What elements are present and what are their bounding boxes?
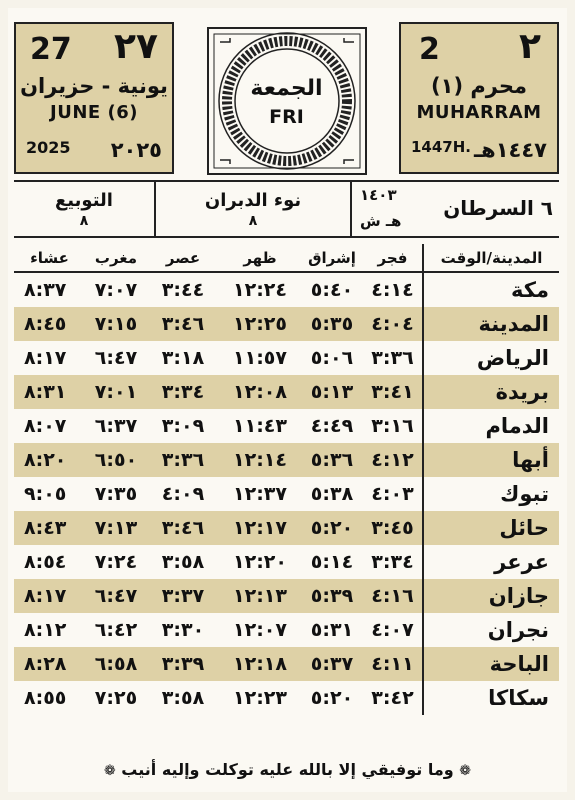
cell-city: نجران [423, 613, 559, 647]
cell-shuruq: ٥:٠٦ [310, 347, 354, 369]
cell-dhuhr: ١٢:٢٠ [233, 551, 287, 573]
header-isha: عشاء [14, 244, 85, 272]
cell-shuruq: ٥:٣٧ [301, 647, 363, 681]
gregorian-day-arabic: ٢٧ [114, 26, 158, 67]
gregorian-year-arabic: ٢٠٢٥ [110, 138, 162, 162]
header-maghrib: مغرب [85, 244, 147, 272]
table-row [14, 443, 559, 477]
cell-shuruq: ٥:٣٩ [301, 579, 363, 613]
table-row [14, 647, 559, 681]
cell-maghrib: ٦:٤٧ [85, 579, 147, 613]
hijri-month-english: MUHARRAM [416, 102, 542, 123]
table-row [14, 307, 559, 341]
table-row [14, 545, 559, 579]
gregorian-date-box [14, 22, 174, 174]
cell-shuruq: ٥:٣٦ [301, 443, 363, 477]
cell-shuruq: ٥:٣٨ [310, 483, 354, 505]
cell-shuruq: ٤:٤٩ [310, 415, 354, 437]
gregorian-years [26, 138, 162, 162]
gregorian-day-latin: 27 [30, 32, 72, 67]
cell-city: أبها [423, 443, 559, 477]
cell-city: تبوك [423, 477, 559, 511]
emblem-frame-icon [202, 22, 372, 180]
solar-year: ١٤٠٣ [360, 186, 397, 204]
cell-isha: ٨:٣٧ [24, 279, 67, 301]
cell-asr: ٣:٣٤ [147, 375, 219, 409]
header-city: المدينة/الوقت [423, 244, 559, 272]
table-row [14, 579, 559, 613]
prayer-times-table [14, 244, 559, 715]
naw-value: ٨ [248, 212, 258, 229]
cell-dhuhr: ١٢:٢٥ [219, 307, 301, 341]
ornament-right-icon: ❁ [459, 763, 472, 779]
header-shuruq: إشراق [301, 244, 363, 272]
cell-shuruq: ٥:٢٠ [301, 511, 363, 545]
table-row [14, 409, 559, 443]
cell-dhuhr: ١٢:٢٣ [233, 687, 287, 709]
cell-fajr: ٣:٤٢ [371, 687, 414, 709]
cell-asr: ٣:٣٦ [147, 443, 219, 477]
cell-fajr: ٤:٠٧ [371, 619, 414, 641]
cell-fajr: ٤:١٢ [363, 443, 423, 477]
cell-shuruq: ٥:٣١ [310, 619, 354, 641]
cell-maghrib: ٧:١٣ [85, 511, 147, 545]
cell-maghrib: ٧:٠١ [85, 375, 147, 409]
cell-fajr: ٤:٠٤ [363, 307, 423, 341]
cell-isha: ٨:١٧ [24, 347, 67, 369]
cell-asr: ٣:٤٦ [147, 511, 219, 545]
header-asr: عصر [147, 244, 219, 272]
cell-isha: ٨:٣١ [14, 375, 85, 409]
cell-shuruq: ٥:٤٠ [310, 279, 354, 301]
naw-cell [156, 182, 352, 236]
cell-isha: ٨:٢٠ [14, 443, 85, 477]
weekday-emblem [202, 22, 372, 180]
table-row [14, 272, 559, 307]
cell-maghrib: ٧:٠٧ [94, 279, 138, 301]
solar-cell [352, 182, 559, 236]
cell-dhuhr: ١٢:٠٧ [233, 619, 287, 641]
cell-isha: ٨:٤٥ [14, 307, 85, 341]
cell-city: جازان [423, 579, 559, 613]
weekday-arabic: الجمعة [250, 76, 323, 101]
cell-isha: ٨:١٧ [14, 579, 85, 613]
gregorian-year-latin: 2025 [26, 138, 71, 157]
header-fajr: فجر [363, 244, 423, 272]
cell-fajr: ٣:٣٤ [371, 551, 414, 573]
table-row [14, 613, 559, 647]
tawabi-cell [14, 182, 156, 236]
cell-maghrib: ٧:١٥ [85, 307, 147, 341]
table-header-row [14, 244, 559, 272]
cell-asr: ٤:٠٩ [161, 483, 205, 505]
cell-fajr: ٤:١١ [363, 647, 423, 681]
cell-isha: ٨:٠٧ [24, 415, 67, 437]
cell-dhuhr: ١٢:٠٨ [219, 375, 301, 409]
cell-dhuhr: ١٢:١٨ [219, 647, 301, 681]
tawabi-value: ٨ [79, 212, 89, 229]
cell-isha: ٨:٥٥ [24, 687, 67, 709]
solar-year-unit: هـ ش [360, 212, 402, 230]
cell-asr: ٣:٤٤ [161, 279, 205, 301]
calendar-page [8, 8, 567, 792]
table-row [14, 681, 559, 715]
cell-dhuhr: ١٢:١٣ [219, 579, 301, 613]
cell-asr: ٣:١٨ [161, 347, 205, 369]
table-row [14, 511, 559, 545]
cell-maghrib: ٦:٤٢ [94, 619, 138, 641]
cell-maghrib: ٦:٥٠ [85, 443, 147, 477]
hijri-day-latin: 2 [419, 32, 440, 67]
cell-asr: ٣:٥٨ [161, 687, 205, 709]
tawabi-label: التوبيع [55, 189, 113, 211]
cell-asr: ٣:٤٦ [147, 307, 219, 341]
cell-city: بريدة [423, 375, 559, 409]
cell-fajr: ٤:٠٣ [371, 483, 414, 505]
cell-asr: ٣:٣٠ [161, 619, 205, 641]
cell-maghrib: ٧:٣٥ [94, 483, 138, 505]
cell-city: الباحة [423, 647, 559, 681]
cell-asr: ٣:٥٨ [161, 551, 205, 573]
season-info-row [14, 180, 559, 238]
cell-fajr: ٣:٤١ [363, 375, 423, 409]
cell-asr: ٣:٣٧ [147, 579, 219, 613]
header-dhuhr: ظهر [219, 244, 301, 272]
cell-fajr: ٣:١٦ [371, 415, 414, 437]
cell-fajr: ٣:٤٥ [363, 511, 423, 545]
cell-fajr: ٤:١٦ [363, 579, 423, 613]
cell-city: سكاكا [423, 681, 559, 715]
cell-city: المدينة [423, 307, 559, 341]
cell-asr: ٣:٣٩ [147, 647, 219, 681]
footer-verse [8, 760, 567, 779]
naw-label: نوء الدبران [204, 189, 302, 211]
star-label: ٦ السرطان [443, 196, 553, 220]
cell-city: مكة [423, 272, 559, 307]
cell-isha: ٨:٢٨ [14, 647, 85, 681]
hijri-year-arabic: ١٤٤٧هـ [473, 138, 547, 162]
cell-dhuhr: ١٢:١٧ [219, 511, 301, 545]
cell-city: الدمام [423, 409, 559, 443]
table-row [14, 375, 559, 409]
cell-shuruq: ٥:١٤ [310, 551, 354, 573]
cell-isha: ٩:٠٥ [24, 483, 67, 505]
cell-dhuhr: ١١:٤٣ [233, 415, 287, 437]
cell-dhuhr: ١١:٥٧ [233, 347, 287, 369]
cell-city: عرعر [423, 545, 559, 579]
cell-maghrib: ٧:٢٥ [94, 687, 138, 709]
table-row [14, 477, 559, 511]
ornament-left-icon: ❁ [103, 763, 116, 779]
hijri-years [411, 138, 547, 162]
cell-shuruq: ٥:٢٠ [310, 687, 354, 709]
table-body [14, 272, 559, 715]
hijri-day-arabic: ٢ [519, 26, 541, 67]
cell-dhuhr: ١٢:١٤ [219, 443, 301, 477]
gregorian-month-english: JUNE (6) [50, 102, 138, 123]
cell-maghrib: ٦:٤٧ [94, 347, 138, 369]
cell-maghrib: ٦:٣٧ [94, 415, 138, 437]
cell-maghrib: ٧:٢٤ [94, 551, 138, 573]
cell-asr: ٣:٠٩ [161, 415, 205, 437]
weekday-english: FRI [269, 106, 304, 128]
cell-fajr: ٣:٣٦ [371, 347, 414, 369]
cell-isha: ٨:٤٣ [14, 511, 85, 545]
hijri-month-arabic: محرم (١) [431, 74, 527, 98]
cell-shuruq: ٥:٣٥ [301, 307, 363, 341]
cell-dhuhr: ١٢:٣٧ [233, 483, 287, 505]
hijri-date-box [399, 22, 559, 174]
cell-maghrib: ٦:٥٨ [85, 647, 147, 681]
cell-fajr: ٤:١٤ [371, 279, 414, 301]
footer-text: وما توفيقي إلا بالله عليه توكلت وإليه أنيب [121, 760, 454, 779]
cell-city: الرياض [423, 341, 559, 375]
cell-isha: ٨:٥٤ [24, 551, 67, 573]
cell-shuruq: ٥:١٣ [301, 375, 363, 409]
cell-dhuhr: ١٢:٢٤ [233, 279, 287, 301]
hijri-year-latin: 1447H. [411, 138, 471, 156]
cell-isha: ٨:١٢ [24, 619, 67, 641]
cell-city: حائل [423, 511, 559, 545]
gregorian-month-arabic: يونية - حزيران [20, 74, 168, 98]
header [14, 22, 559, 180]
table-row [14, 341, 559, 375]
